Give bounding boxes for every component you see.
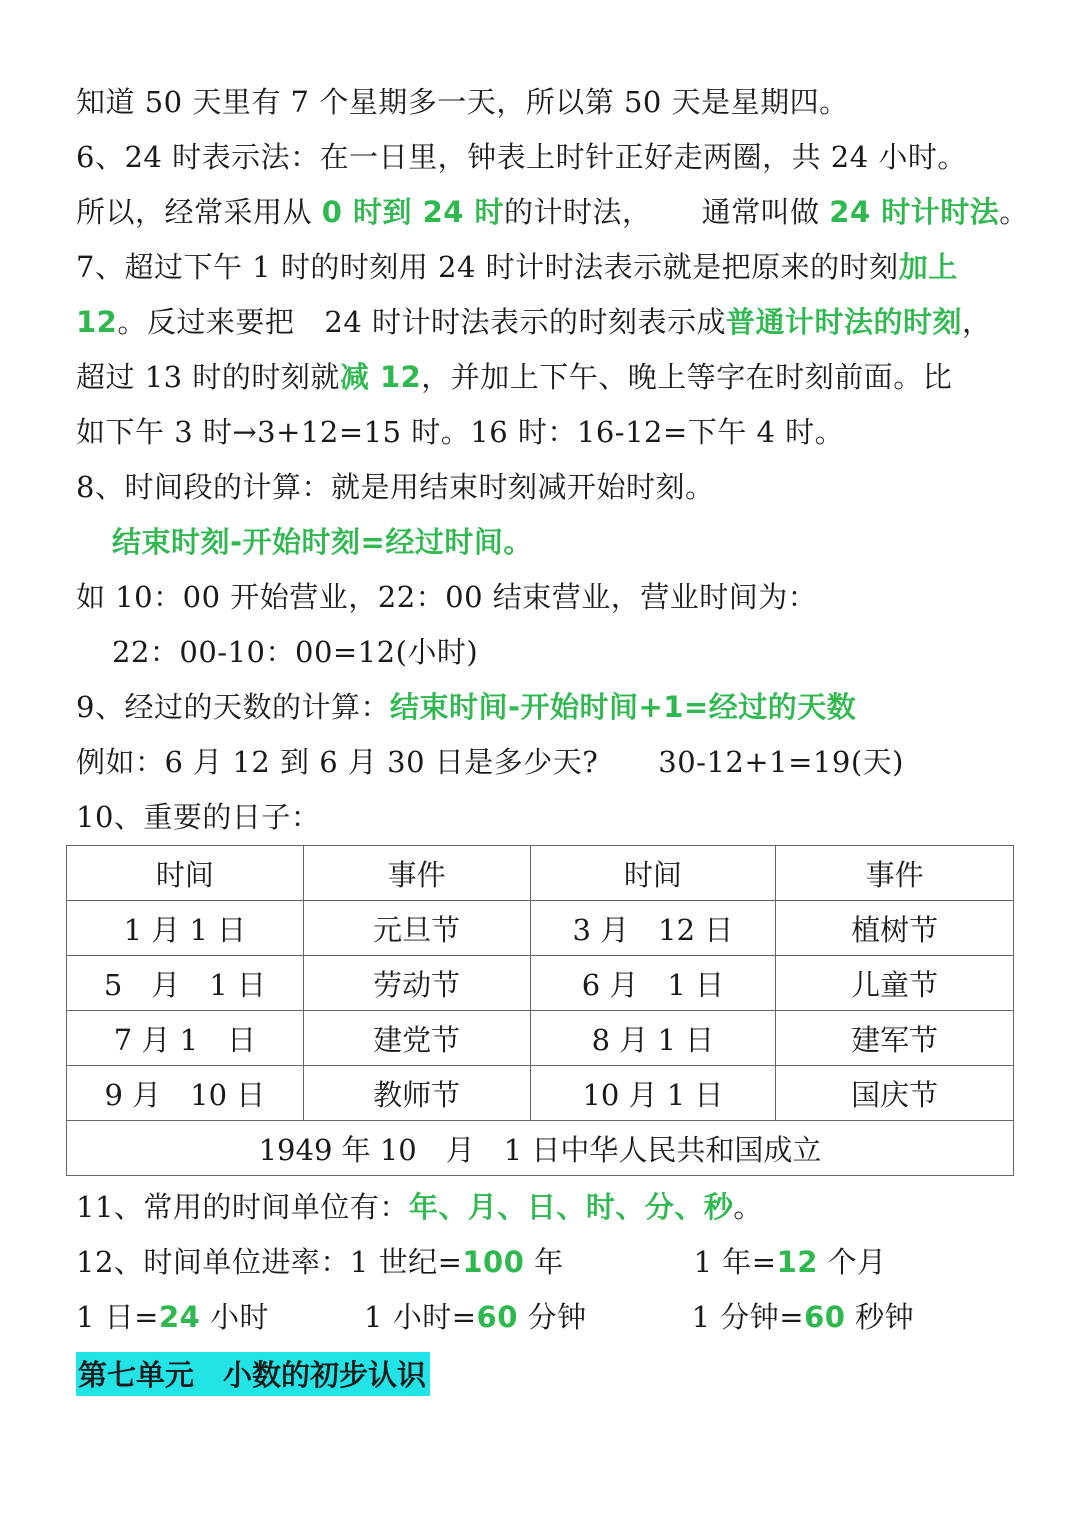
text: ，并加上下午、晚上等字在时刻前面。比 bbox=[421, 360, 953, 394]
table-cell: 劳动节 bbox=[303, 956, 530, 1011]
unit-heading: 第七单元 小数的初步认识 bbox=[76, 1352, 430, 1396]
text: 12、时间单位进率：1 世纪= bbox=[76, 1245, 463, 1279]
text: 30-12+1=19(天) bbox=[658, 745, 904, 779]
text: 超过 13 时的时刻就 bbox=[76, 360, 340, 394]
point-6-line bbox=[76, 137, 967, 177]
text: 如 10：00 开始营业，22：00 结束营业，营业时间为： bbox=[76, 580, 818, 614]
table-row bbox=[67, 956, 1014, 1011]
point-9-line bbox=[76, 687, 856, 727]
point-11-line bbox=[76, 1187, 763, 1227]
text: ， bbox=[962, 305, 992, 339]
text: 小时 bbox=[200, 1300, 270, 1334]
table-header: 事件 bbox=[303, 846, 530, 901]
text: 9、经过的天数的计算： bbox=[76, 690, 390, 724]
text: 个月 bbox=[817, 1245, 887, 1279]
text: 。 bbox=[999, 195, 1029, 229]
table-footer-row bbox=[67, 1121, 1014, 1176]
conversion-line bbox=[76, 1297, 914, 1337]
text: 秒钟 bbox=[845, 1300, 915, 1334]
table-cell: 教师节 bbox=[303, 1066, 530, 1121]
text-line bbox=[76, 302, 992, 342]
point-8-line bbox=[76, 467, 714, 507]
table-cell: 建党节 bbox=[303, 1011, 530, 1066]
table-cell: 5 月 1 日 bbox=[67, 956, 304, 1011]
highlight-text: 60 bbox=[804, 1300, 846, 1334]
table-cell: 3 月 12 日 bbox=[530, 901, 776, 956]
highlight-text: 普通计时法的时刻 bbox=[726, 305, 963, 339]
highlight-text: 24 bbox=[158, 1300, 201, 1334]
text: 1 小时= bbox=[364, 1300, 477, 1334]
formula-line bbox=[112, 522, 533, 562]
point-10-line bbox=[76, 797, 320, 837]
text: 分钟 bbox=[517, 1300, 587, 1334]
table-row bbox=[67, 1011, 1014, 1066]
text: 。 bbox=[733, 1190, 763, 1224]
text: 24 时计时法表示的时刻表示成 bbox=[324, 305, 726, 339]
table-cell: 国庆节 bbox=[776, 1066, 1014, 1121]
table-cell: 10 月 1 日 bbox=[530, 1066, 776, 1121]
text: 通常叫做 bbox=[701, 195, 830, 229]
text-line bbox=[76, 192, 1029, 232]
text-line bbox=[76, 357, 952, 397]
text: 11、常用的时间单位有： bbox=[76, 1190, 409, 1224]
text: 例如：6 月 12 到 6 月 30 日是多少天? bbox=[76, 745, 599, 779]
table-header-row bbox=[67, 846, 1014, 901]
table-cell: 儿童节 bbox=[776, 956, 1014, 1011]
text: 22：00-10：00=12(小时) bbox=[112, 635, 479, 669]
table-cell: 建军节 bbox=[776, 1011, 1014, 1066]
text: 所以，经常采用从 bbox=[76, 195, 322, 229]
text: 的计时法， bbox=[504, 195, 652, 229]
example-line bbox=[76, 742, 904, 782]
table-cell: 9 月 10 日 bbox=[67, 1066, 304, 1121]
table-cell: 元旦节 bbox=[303, 901, 530, 956]
table-header: 时间 bbox=[67, 846, 304, 901]
text: 10、重要的日子： bbox=[76, 800, 321, 834]
text-line bbox=[76, 412, 844, 452]
highlight-text: 60 bbox=[476, 1300, 518, 1334]
text: 如下午 3 时→3+12=15 时。16 时：16-12=下午 4 时。 bbox=[76, 415, 845, 449]
text: 6、24 时表示法：在一日里，钟表上时针正好走两圈，共 24 小时。 bbox=[76, 140, 967, 174]
highlight-text: 加上 bbox=[898, 250, 958, 284]
table-row bbox=[67, 901, 1014, 956]
text: 7、超过下午 1 时的时刻用 24 时计时法表示就是把原来的时刻 bbox=[76, 250, 899, 284]
text: 年 bbox=[524, 1245, 564, 1279]
highlight-text: 24 时计时法 bbox=[829, 195, 1000, 229]
highlight-text: 年、月、日、时、分、秒 bbox=[408, 1190, 734, 1224]
text: 8、时间段的计算：就是用结束时刻减开始时刻。 bbox=[76, 470, 715, 504]
text: 1 分钟= bbox=[691, 1300, 805, 1334]
text-line bbox=[112, 632, 478, 672]
highlight-text: 12 bbox=[776, 1245, 818, 1279]
text-line bbox=[76, 577, 817, 617]
text-line bbox=[76, 82, 849, 122]
table-cell: 7 月 1 日 bbox=[67, 1011, 304, 1066]
highlight-text: 减 12 bbox=[339, 360, 422, 394]
table-cell: 植树节 bbox=[776, 901, 1014, 956]
highlight-text: 100 bbox=[462, 1245, 525, 1279]
highlight-text: 12 bbox=[76, 305, 118, 339]
highlight-text: 0 时到 24 时 bbox=[321, 195, 505, 229]
table-header: 时间 bbox=[530, 846, 776, 901]
table-cell: 8 月 1 日 bbox=[530, 1011, 776, 1066]
text: 。反过来要把 bbox=[117, 305, 295, 339]
table-row bbox=[67, 1066, 1014, 1121]
table-cell: 6 月 1 日 bbox=[530, 956, 776, 1011]
point-12-line bbox=[76, 1242, 887, 1282]
text: 1 年= bbox=[693, 1245, 777, 1279]
important-dates-table bbox=[66, 845, 1014, 1176]
text: 知道 50 天里有 7 个星期多一天，所以第 50 天是星期四。 bbox=[76, 85, 849, 119]
table-cell: 1 月 1 日 bbox=[67, 901, 304, 956]
table-header: 事件 bbox=[776, 846, 1014, 901]
table-footer: 1949 年 10 月 1 日中华人民共和国成立 bbox=[67, 1121, 1014, 1176]
point-7-line bbox=[76, 247, 958, 287]
highlight-text: 结束时间-开始时间+1=经过的天数 bbox=[389, 690, 857, 724]
highlight-text: 结束时刻-开始时刻=经过时间。 bbox=[112, 525, 533, 559]
text: 1 日= bbox=[76, 1300, 159, 1334]
